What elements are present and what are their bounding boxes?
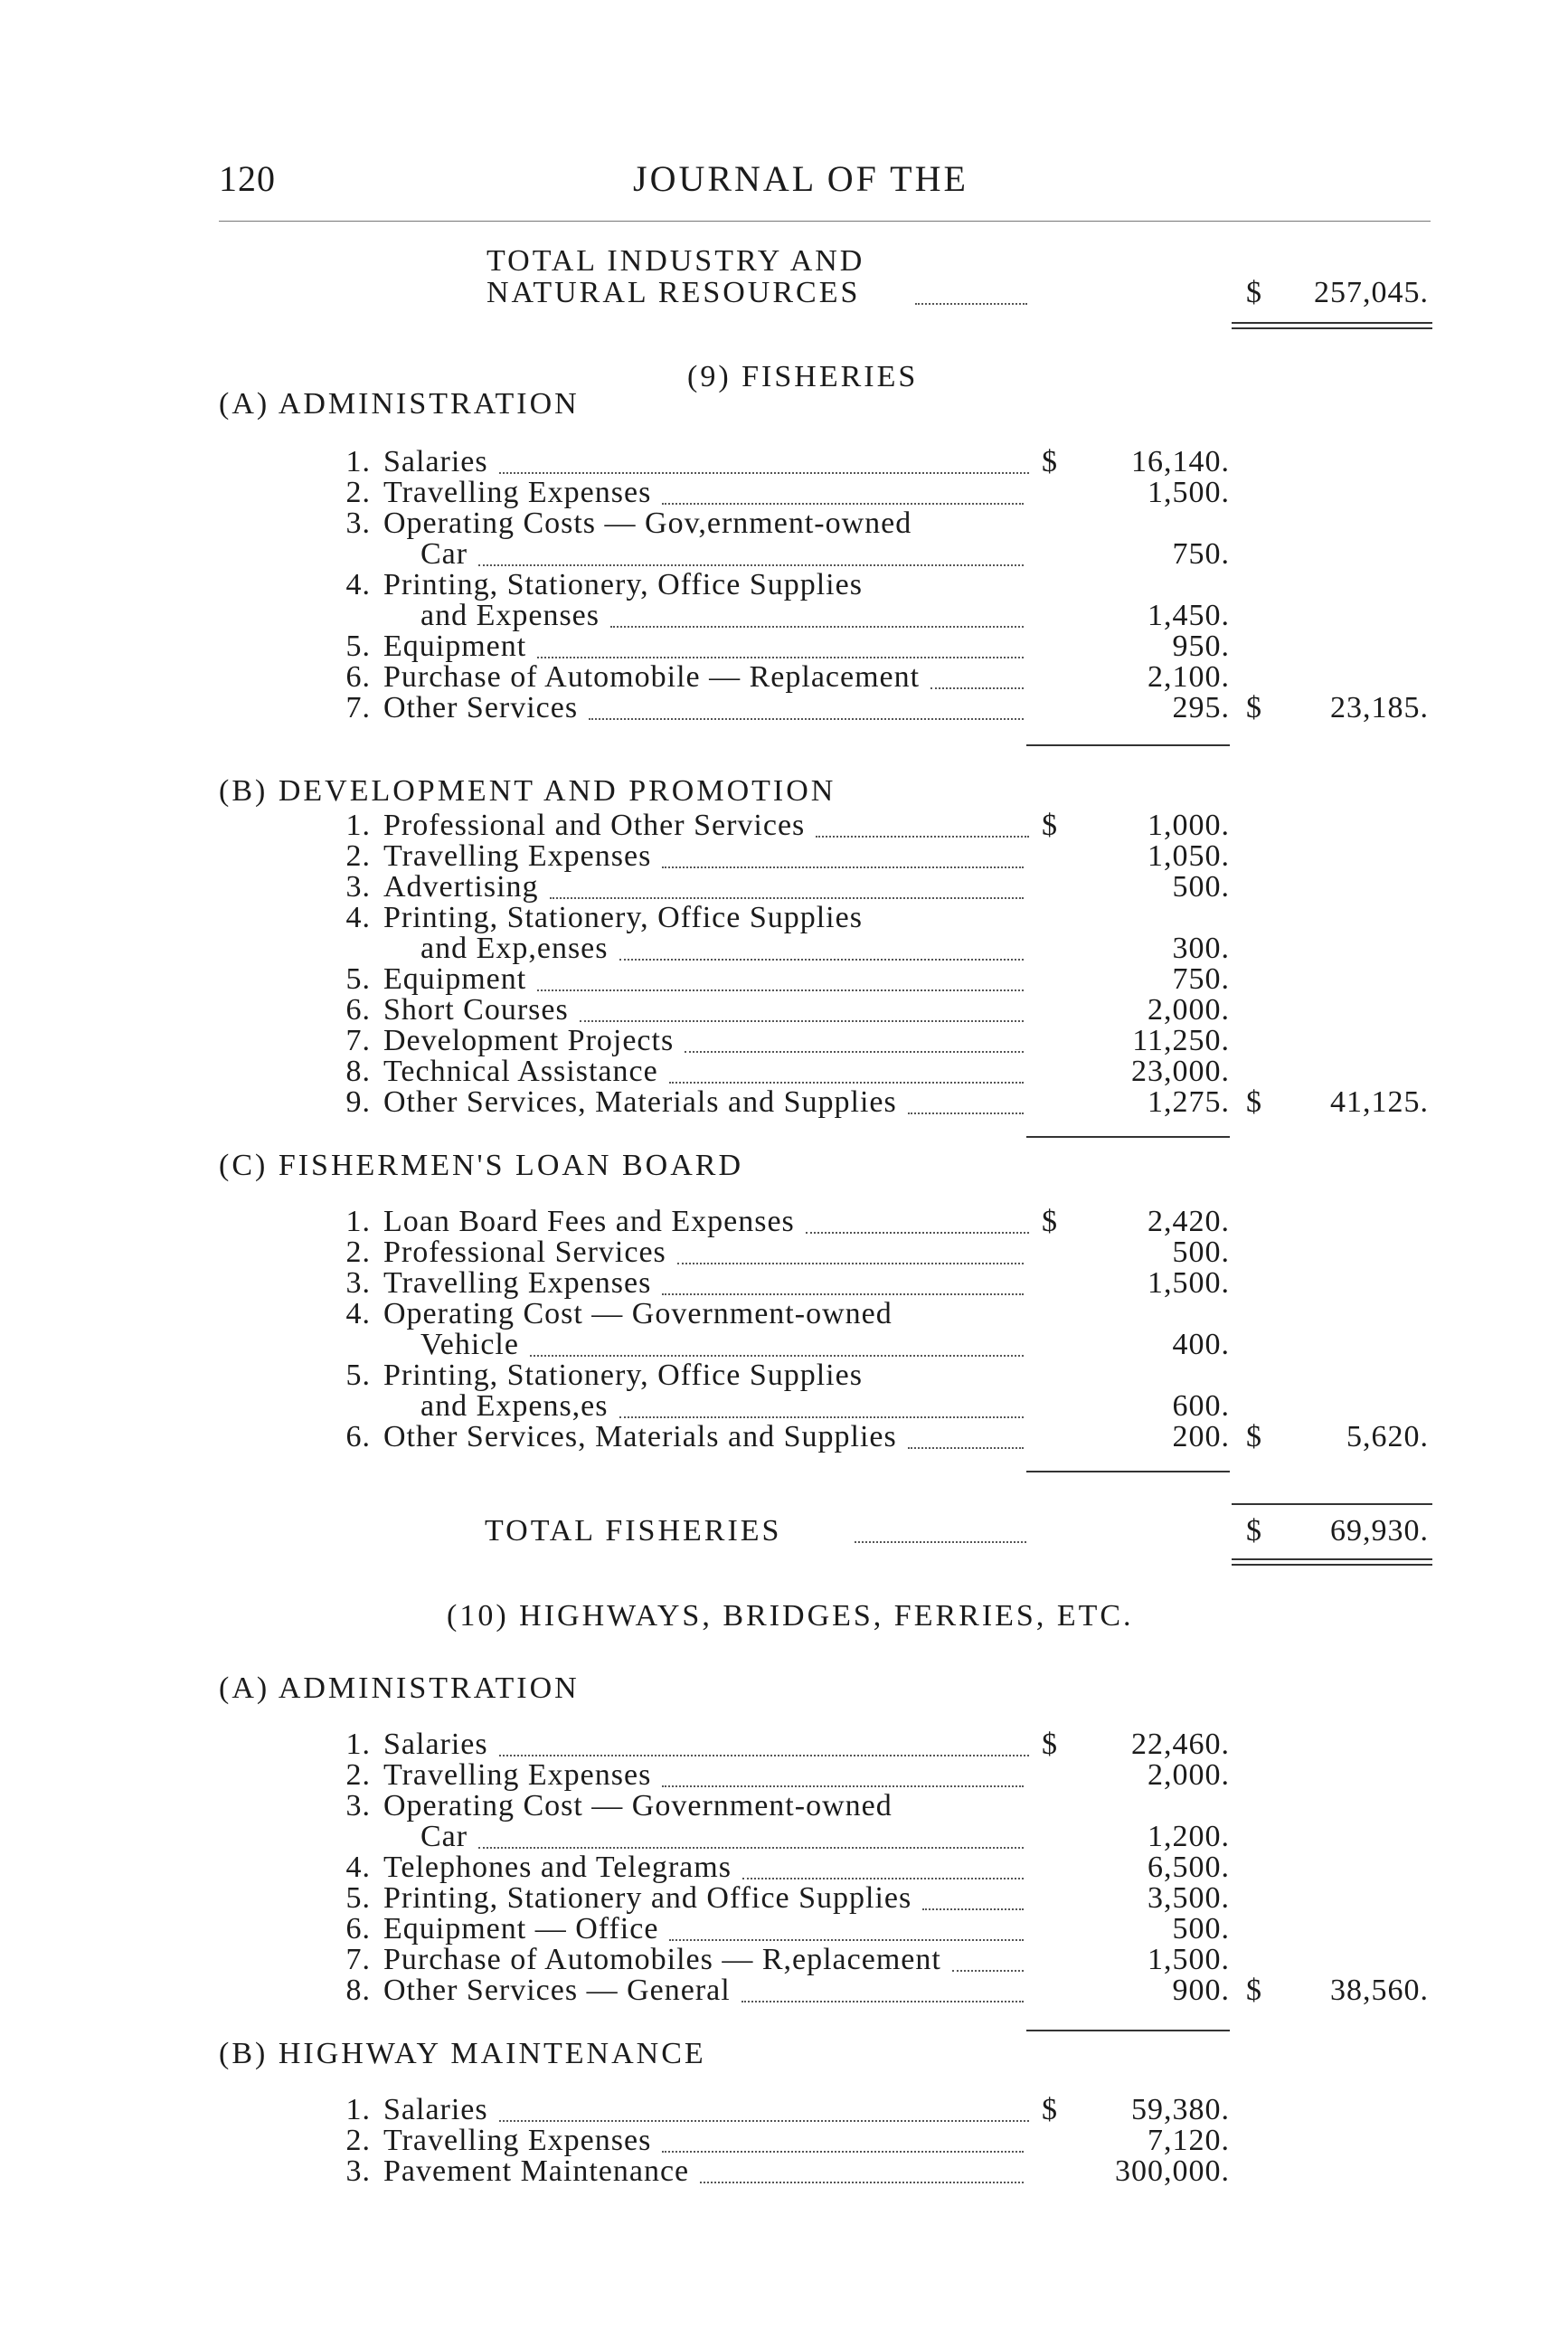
item-number: 4. — [345, 1297, 371, 1330]
leader-dots — [952, 1970, 1024, 1972]
subtotal-rule — [1026, 1136, 1230, 1138]
leader-dots — [930, 687, 1024, 689]
item-number: 6. — [345, 993, 371, 1027]
fisheries-loan-board-title: (C) FISHERMEN'S LOAN BOARD — [219, 1149, 743, 1182]
double-rule — [1232, 322, 1432, 329]
page-number: 120 — [219, 158, 276, 199]
leader-dots — [908, 1112, 1024, 1114]
item-amount: 16,140. — [1131, 445, 1230, 478]
item-number: 4. — [345, 568, 371, 601]
item-number: 3. — [345, 870, 371, 904]
item-description: Equipment — Office — [383, 1912, 659, 1946]
item-description: Operating Cost — Government-owned — [383, 1789, 893, 1822]
item-description: Salaries — [383, 2093, 488, 2126]
highways-heading: (10) HIGHWAYS, BRIDGES, FERRIES, ETC. — [447, 1599, 1134, 1633]
item-description: Travelling Expenses — [383, 839, 652, 873]
item-description: Printing, Stationery, Office Supplies — [383, 901, 863, 934]
item-description: Other Services — [383, 691, 579, 724]
item-description: Purchase of Automobiles — R,eplacement — [383, 1943, 941, 1976]
item-number: 1. — [345, 445, 371, 478]
item-description: Other Services, Materials and Supplies — [383, 1420, 897, 1453]
item-amount: 22,460. — [1131, 1728, 1230, 1761]
leader-dots — [662, 866, 1024, 868]
currency-symbol: $ — [1246, 1085, 1262, 1119]
item-number: 8. — [345, 1055, 371, 1088]
item-description: Other Services, Materials and Supplies — [383, 1085, 897, 1119]
item-number: 5. — [345, 962, 371, 996]
subtotal-rule — [1026, 2030, 1230, 2031]
item-number: 1. — [345, 1728, 371, 1761]
item-number: 1. — [345, 1205, 371, 1238]
item-number: 8. — [345, 1974, 371, 2007]
leader-dots — [619, 959, 1024, 961]
leader-dots — [700, 2182, 1024, 2183]
item-description: Vehicle — [420, 1328, 519, 1361]
item-number: 7. — [345, 1943, 371, 1976]
leader-dots — [619, 1416, 1024, 1418]
item-amount: 1,500. — [1148, 1943, 1230, 1976]
leader-dots — [855, 1541, 1026, 1543]
item-number: 9. — [345, 1085, 371, 1119]
item-description: Equipment — [383, 962, 527, 996]
item-amount: 1,500. — [1148, 1266, 1230, 1300]
currency-symbol: $ — [1042, 2093, 1058, 2126]
item-description: Travelling Expenses — [383, 2124, 652, 2157]
item-description: Operating Cost — Government-owned — [383, 1297, 893, 1330]
item-number: 3. — [345, 2154, 371, 2188]
currency-symbol: $ — [1246, 1420, 1262, 1453]
section-subtotal: 38,560. — [1330, 1974, 1429, 2007]
leader-dots — [662, 1293, 1024, 1295]
total-fisheries-amount: 69,930. — [1330, 1514, 1429, 1548]
item-number: 5. — [345, 1359, 371, 1392]
leader-dots — [499, 2120, 1029, 2122]
currency-symbol: $ — [1246, 1974, 1262, 2007]
item-amount: 500. — [1172, 1236, 1230, 1269]
item-amount: 400. — [1172, 1328, 1230, 1361]
item-number: 3. — [345, 1789, 371, 1822]
leader-dots — [550, 897, 1024, 899]
leader-dots — [741, 2001, 1024, 2002]
leader-dots — [669, 1082, 1024, 1084]
item-description: Advertising — [383, 870, 539, 904]
item-number: 5. — [345, 1881, 371, 1915]
item-amount: 200. — [1172, 1420, 1230, 1453]
item-amount: 23,000. — [1131, 1055, 1230, 1088]
highways-admin-title: (A) ADMINISTRATION — [219, 1671, 580, 1705]
subtotal-rule — [1026, 1471, 1230, 1472]
item-number: 7. — [345, 691, 371, 724]
leader-dots — [499, 472, 1029, 474]
total-industry-label-line2: NATURAL RESOURCES — [486, 276, 861, 309]
item-amount: 2,100. — [1148, 660, 1230, 694]
item-description: Telephones and Telegrams — [383, 1851, 732, 1884]
leader-dots — [530, 1355, 1024, 1357]
item-description: Short Courses — [383, 993, 569, 1027]
leader-dots — [685, 1051, 1024, 1053]
item-description: Equipment — [383, 630, 527, 663]
item-description: Travelling Expenses — [383, 476, 652, 509]
item-amount: 3,500. — [1148, 1881, 1230, 1915]
leader-dots — [580, 1020, 1024, 1022]
item-number: 2. — [345, 1758, 371, 1792]
item-description: and Expenses — [420, 599, 600, 632]
item-description: Printing, Stationery, Office Supplies — [383, 1359, 863, 1392]
item-number: 6. — [345, 1912, 371, 1946]
item-amount: 600. — [1172, 1389, 1230, 1423]
highway-maintenance-title: (B) HIGHWAY MAINTENANCE — [219, 2037, 706, 2070]
leader-dots — [908, 1447, 1024, 1449]
total-industry-amount: 257,045. — [1314, 276, 1429, 309]
item-number: 2. — [345, 476, 371, 509]
item-amount: 6,500. — [1148, 1851, 1230, 1884]
item-description: Loan Board Fees and Expenses — [383, 1205, 795, 1238]
item-description: Operating Costs — Gov,ernment-owned — [383, 507, 912, 540]
item-amount: 300. — [1172, 932, 1230, 965]
item-amount: 750. — [1172, 537, 1230, 571]
item-amount: 295. — [1172, 691, 1230, 724]
item-description: Salaries — [383, 1728, 488, 1761]
leader-dots — [677, 1263, 1024, 1264]
item-number: 4. — [345, 901, 371, 934]
fisheries-heading: (9) FISHERIES — [687, 360, 919, 393]
currency-symbol: $ — [1042, 809, 1058, 842]
item-description: Travelling Expenses — [383, 1758, 652, 1792]
currency-symbol: $ — [1042, 445, 1058, 478]
item-description: and Exp,enses — [420, 932, 609, 965]
item-amount: 1,050. — [1148, 839, 1230, 873]
item-number: 3. — [345, 507, 371, 540]
item-number: 7. — [345, 1024, 371, 1057]
total-top-rule — [1232, 1503, 1432, 1505]
item-description: Printing, Stationery and Office Supplies — [383, 1881, 912, 1915]
leader-dots — [816, 836, 1029, 838]
leader-dots — [478, 564, 1024, 566]
item-description: Purchase of Automobile — Replacement — [383, 660, 921, 694]
currency-symbol: $ — [1246, 691, 1262, 724]
item-number: 5. — [345, 630, 371, 663]
currency-symbol: $ — [1246, 276, 1262, 309]
item-number: 3. — [345, 1266, 371, 1300]
total-fisheries-label: TOTAL FISHERIES — [485, 1514, 782, 1548]
item-description: Salaries — [383, 445, 488, 478]
item-amount: 900. — [1172, 1974, 1230, 2007]
item-description: Professional and Other Services — [383, 809, 806, 842]
item-number: 1. — [345, 809, 371, 842]
leader-dots — [478, 1847, 1024, 1849]
item-description: Other Services — General — [383, 1974, 731, 2007]
section-subtotal: 5,620. — [1346, 1420, 1429, 1453]
item-number: 2. — [345, 839, 371, 873]
item-description: Car — [420, 1820, 468, 1853]
fisheries-admin-title: (A) ADMINISTRATION — [219, 387, 580, 421]
leader-dots — [922, 1908, 1024, 1910]
leader-dots — [915, 303, 1027, 305]
subtotal-rule — [1026, 744, 1230, 746]
item-amount: 59,380. — [1131, 2093, 1230, 2126]
double-rule — [1232, 1558, 1432, 1566]
leader-dots — [669, 1939, 1024, 1941]
currency-symbol: $ — [1042, 1728, 1058, 1761]
item-amount: 1,200. — [1148, 1820, 1230, 1853]
leader-dots — [610, 626, 1024, 628]
section-subtotal: 41,125. — [1330, 1085, 1429, 1119]
item-amount: 1,450. — [1148, 599, 1230, 632]
section-subtotal: 23,185. — [1330, 691, 1429, 724]
item-amount: 750. — [1172, 962, 1230, 996]
item-description: Technical Assistance — [383, 1055, 658, 1088]
item-number: 1. — [345, 2093, 371, 2126]
leader-dots — [742, 1878, 1024, 1879]
item-number: 2. — [345, 1236, 371, 1269]
fisheries-development-title: (B) DEVELOPMENT AND PROMOTION — [219, 774, 836, 808]
item-amount: 2,000. — [1148, 993, 1230, 1027]
currency-symbol: $ — [1042, 1205, 1058, 1238]
item-description: Printing, Stationery, Office Supplies — [383, 568, 863, 601]
item-description: Pavement Maintenance — [383, 2154, 690, 2188]
item-amount: 500. — [1172, 1912, 1230, 1946]
item-description: Development Projects — [383, 1024, 675, 1057]
currency-symbol: $ — [1246, 1514, 1262, 1548]
item-number: 6. — [345, 1420, 371, 1453]
item-amount: 500. — [1172, 870, 1230, 904]
leader-dots — [537, 989, 1024, 991]
item-number: 6. — [345, 660, 371, 694]
item-number: 2. — [345, 2124, 371, 2157]
item-amount: 11,250. — [1132, 1024, 1230, 1057]
item-amount: 1,500. — [1148, 476, 1230, 509]
leader-dots — [806, 1232, 1029, 1234]
item-description: Professional Services — [383, 1236, 666, 1269]
leader-dots — [499, 1755, 1029, 1756]
item-amount: 7,120. — [1148, 2124, 1230, 2157]
leader-dots — [589, 718, 1024, 720]
item-amount: 2,000. — [1148, 1758, 1230, 1792]
running-head: JOURNAL OF THE — [633, 158, 968, 199]
leader-dots — [537, 657, 1024, 658]
item-description: and Expens,es — [420, 1389, 609, 1423]
item-description: Travelling Expenses — [383, 1266, 652, 1300]
item-description: Car — [420, 537, 468, 571]
item-amount: 300,000. — [1115, 2154, 1230, 2188]
item-amount: 2,420. — [1148, 1205, 1230, 1238]
item-number: 4. — [345, 1851, 371, 1884]
leader-dots — [662, 503, 1024, 505]
header-rule — [219, 221, 1431, 222]
leader-dots — [662, 2151, 1024, 2153]
item-amount: 1,000. — [1148, 809, 1230, 842]
total-industry-label-line1: TOTAL INDUSTRY AND — [486, 244, 865, 278]
leader-dots — [662, 1785, 1024, 1787]
item-amount: 950. — [1172, 630, 1230, 663]
item-amount: 1,275. — [1148, 1085, 1230, 1119]
